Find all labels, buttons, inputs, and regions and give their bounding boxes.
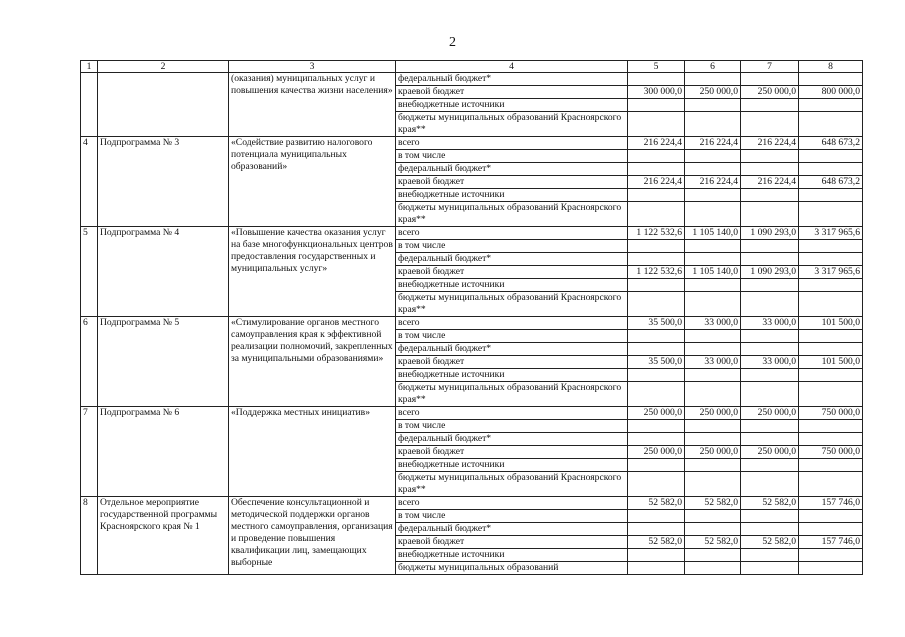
amount-cell bbox=[685, 343, 741, 356]
header-row bbox=[81, 61, 863, 73]
amount-cell bbox=[685, 472, 741, 497]
amount-cell bbox=[685, 562, 741, 575]
amount-cell bbox=[685, 202, 741, 227]
amount-cell bbox=[628, 382, 685, 407]
funding-source-label: краевой бюджет bbox=[396, 536, 628, 549]
column-header: 4 bbox=[396, 61, 628, 73]
funding-source-label: внебюджетные источники bbox=[396, 549, 628, 562]
amount-cell: 800 000,0 bbox=[799, 86, 863, 99]
funding-source-label: краевой бюджет bbox=[396, 86, 628, 99]
funding-source-label: федеральный бюджет* bbox=[396, 523, 628, 536]
funding-source-label: федеральный бюджет* bbox=[396, 163, 628, 176]
amount-cell: 250 000,0 bbox=[685, 446, 741, 459]
funding-source-label: бюджеты муниципальных образований bbox=[396, 562, 628, 575]
amount-cell bbox=[799, 523, 863, 536]
amount-cell bbox=[628, 433, 685, 446]
amount-cell bbox=[685, 369, 741, 382]
amount-cell bbox=[799, 292, 863, 317]
amount-cell: 33 000,0 bbox=[685, 317, 741, 330]
amount-cell bbox=[799, 112, 863, 137]
amount-cell bbox=[685, 510, 741, 523]
program-title: Обеспечение консультационной и методической поддержки органов местного самоуправления, организация и проведение повышения квалификации лиц, замещающих выборные bbox=[229, 497, 396, 575]
amount-cell bbox=[799, 549, 863, 562]
funding-source-label: в том числе bbox=[396, 330, 628, 343]
amount-cell bbox=[799, 150, 863, 163]
amount-cell bbox=[741, 369, 799, 382]
amount-cell bbox=[799, 99, 863, 112]
amount-cell bbox=[741, 99, 799, 112]
amount-cell: 300 000,0 bbox=[628, 86, 685, 99]
funding-source-label: внебюджетные источники bbox=[396, 99, 628, 112]
amount-cell: 250 000,0 bbox=[741, 446, 799, 459]
amount-cell: 1 105 140,0 bbox=[685, 227, 741, 240]
funding-source-label: внебюджетные источники bbox=[396, 189, 628, 202]
amount-cell bbox=[741, 240, 799, 253]
funding-source-label: в том числе bbox=[396, 420, 628, 433]
amount-cell bbox=[799, 189, 863, 202]
amount-cell bbox=[799, 343, 863, 356]
amount-cell bbox=[799, 420, 863, 433]
amount-cell bbox=[799, 240, 863, 253]
funding-source-label: всего bbox=[396, 137, 628, 150]
funding-source-label: в том числе bbox=[396, 150, 628, 163]
amount-cell: 35 500,0 bbox=[628, 356, 685, 369]
amount-cell: 3 317 965,6 bbox=[799, 266, 863, 279]
amount-cell: 250 000,0 bbox=[685, 86, 741, 99]
amount-cell bbox=[685, 253, 741, 266]
amount-cell bbox=[685, 73, 741, 86]
amount-cell: 52 582,0 bbox=[741, 497, 799, 510]
funding-source-label: краевой бюджет bbox=[396, 266, 628, 279]
amount-cell bbox=[628, 472, 685, 497]
amount-cell bbox=[741, 382, 799, 407]
amount-cell bbox=[741, 549, 799, 562]
amount-cell bbox=[741, 279, 799, 292]
funding-source-label: в том числе bbox=[396, 510, 628, 523]
amount-cell bbox=[741, 330, 799, 343]
amount-cell bbox=[741, 163, 799, 176]
amount-cell bbox=[799, 163, 863, 176]
amount-cell: 33 000,0 bbox=[741, 356, 799, 369]
amount-cell bbox=[628, 459, 685, 472]
funding-source-label: краевой бюджет bbox=[396, 176, 628, 189]
amount-cell bbox=[628, 240, 685, 253]
amount-cell: 216 224,4 bbox=[685, 176, 741, 189]
amount-cell bbox=[741, 420, 799, 433]
amount-cell bbox=[799, 369, 863, 382]
amount-cell bbox=[628, 510, 685, 523]
amount-cell bbox=[741, 253, 799, 266]
funding-source-label: федеральный бюджет* bbox=[396, 343, 628, 356]
amount-cell bbox=[685, 240, 741, 253]
row-number: 7 bbox=[81, 407, 98, 497]
amount-cell bbox=[685, 112, 741, 137]
amount-cell bbox=[685, 163, 741, 176]
amount-cell bbox=[741, 510, 799, 523]
amount-cell bbox=[741, 433, 799, 446]
amount-cell bbox=[628, 112, 685, 137]
funding-source-label: бюджеты муниципальных образований Красноярского края** bbox=[396, 472, 628, 497]
amount-cell: 157 746,0 bbox=[799, 497, 863, 510]
program-name: Подпрограмма № 6 bbox=[98, 407, 229, 497]
amount-cell bbox=[628, 99, 685, 112]
amount-cell bbox=[685, 459, 741, 472]
amount-cell bbox=[685, 549, 741, 562]
amount-cell bbox=[799, 382, 863, 407]
row-number bbox=[81, 73, 98, 137]
amount-cell bbox=[628, 562, 685, 575]
funding-source-label: бюджеты муниципальных образований Красноярского края** bbox=[396, 202, 628, 227]
program-name: Подпрограмма № 5 bbox=[98, 317, 229, 407]
amount-cell: 35 500,0 bbox=[628, 317, 685, 330]
amount-cell bbox=[628, 292, 685, 317]
funding-source-label: внебюджетные источники bbox=[396, 369, 628, 382]
amount-cell bbox=[799, 330, 863, 343]
amount-cell: 1 090 293,0 bbox=[741, 266, 799, 279]
budget-table bbox=[80, 60, 863, 575]
program-title: «Поддержка местных инициатив» bbox=[229, 407, 396, 497]
amount-cell bbox=[685, 150, 741, 163]
amount-cell: 648 673,2 bbox=[799, 137, 863, 150]
amount-cell bbox=[628, 343, 685, 356]
page-number: 2 bbox=[449, 35, 456, 50]
amount-cell bbox=[628, 523, 685, 536]
funding-source-label: федеральный бюджет* bbox=[396, 253, 628, 266]
amount-cell bbox=[685, 189, 741, 202]
amount-cell bbox=[628, 369, 685, 382]
program-name: Подпрограмма № 3 bbox=[98, 137, 229, 227]
amount-cell: 750 000,0 bbox=[799, 446, 863, 459]
amount-cell bbox=[685, 523, 741, 536]
program-title: «Стимулирование органов местного самоуправления края к эффективной реализации полномочий, закрепленных за муниципальными образованиями» bbox=[229, 317, 396, 407]
amount-cell bbox=[799, 472, 863, 497]
funding-source-label: всего bbox=[396, 407, 628, 420]
amount-cell: 648 673,2 bbox=[799, 176, 863, 189]
amount-cell: 216 224,4 bbox=[741, 137, 799, 150]
amount-cell bbox=[741, 562, 799, 575]
funding-source-label: всего bbox=[396, 227, 628, 240]
table-row bbox=[81, 73, 863, 86]
amount-cell: 216 224,4 bbox=[741, 176, 799, 189]
amount-cell bbox=[628, 253, 685, 266]
funding-source-label: всего bbox=[396, 317, 628, 330]
amount-cell bbox=[741, 73, 799, 86]
amount-cell bbox=[628, 279, 685, 292]
amount-cell bbox=[685, 99, 741, 112]
funding-source-label: краевой бюджет bbox=[396, 446, 628, 459]
amount-cell bbox=[685, 420, 741, 433]
row-number: 5 bbox=[81, 227, 98, 317]
row-number: 6 bbox=[81, 317, 98, 407]
amount-cell bbox=[741, 150, 799, 163]
amount-cell: 52 582,0 bbox=[685, 497, 741, 510]
table-row bbox=[81, 137, 863, 150]
amount-cell bbox=[799, 562, 863, 575]
amount-cell: 101 500,0 bbox=[799, 356, 863, 369]
program-name bbox=[98, 73, 229, 137]
funding-source-label: бюджеты муниципальных образований Красноярского края** bbox=[396, 292, 628, 317]
amount-cell: 52 582,0 bbox=[685, 536, 741, 549]
table-row bbox=[81, 407, 863, 420]
program-name: Отдельное мероприятие государственной программы Красноярского края № 1 bbox=[98, 497, 229, 575]
funding-source-label: федеральный бюджет* bbox=[396, 73, 628, 86]
table-row bbox=[81, 317, 863, 330]
amount-cell: 101 500,0 bbox=[799, 317, 863, 330]
amount-cell bbox=[799, 202, 863, 227]
amount-cell bbox=[799, 73, 863, 86]
amount-cell bbox=[628, 73, 685, 86]
amount-cell bbox=[685, 279, 741, 292]
column-header: 1 bbox=[81, 61, 98, 73]
program-title: «Повышение качества оказания услуг на базе многофункциональных центров предоставления государственных и муниципальных услуг» bbox=[229, 227, 396, 317]
amount-cell bbox=[741, 189, 799, 202]
program-title: (оказания) муниципальных услуг и повышения качества жизни населения» bbox=[229, 73, 396, 137]
amount-cell: 250 000,0 bbox=[628, 407, 685, 420]
amount-cell: 33 000,0 bbox=[685, 356, 741, 369]
amount-cell bbox=[685, 382, 741, 407]
amount-cell bbox=[799, 279, 863, 292]
amount-cell: 216 224,4 bbox=[628, 137, 685, 150]
amount-cell bbox=[741, 523, 799, 536]
amount-cell bbox=[685, 433, 741, 446]
amount-cell: 33 000,0 bbox=[741, 317, 799, 330]
funding-source-label: бюджеты муниципальных образований Красноярского края** bbox=[396, 382, 628, 407]
amount-cell bbox=[741, 343, 799, 356]
amount-cell: 250 000,0 bbox=[628, 446, 685, 459]
amount-cell bbox=[685, 292, 741, 317]
amount-cell bbox=[741, 202, 799, 227]
amount-cell: 1 090 293,0 bbox=[741, 227, 799, 240]
program-title: «Содействие развитию налогового потенциала муниципальных образований» bbox=[229, 137, 396, 227]
amount-cell: 52 582,0 bbox=[741, 536, 799, 549]
funding-source-label: федеральный бюджет* bbox=[396, 433, 628, 446]
amount-cell: 250 000,0 bbox=[741, 86, 799, 99]
amount-cell: 750 000,0 bbox=[799, 407, 863, 420]
row-number: 8 bbox=[81, 497, 98, 575]
amount-cell: 250 000,0 bbox=[685, 407, 741, 420]
funding-source-label: в том числе bbox=[396, 240, 628, 253]
funding-source-label: внебюджетные источники bbox=[396, 459, 628, 472]
row-number: 4 bbox=[81, 137, 98, 227]
amount-cell bbox=[685, 330, 741, 343]
amount-cell bbox=[799, 433, 863, 446]
amount-cell: 250 000,0 bbox=[741, 407, 799, 420]
amount-cell: 3 317 965,6 bbox=[799, 227, 863, 240]
amount-cell: 157 746,0 bbox=[799, 536, 863, 549]
column-header: 8 bbox=[799, 61, 863, 73]
column-header: 3 bbox=[229, 61, 396, 73]
amount-cell bbox=[628, 202, 685, 227]
amount-cell: 216 224,4 bbox=[628, 176, 685, 189]
amount-cell bbox=[741, 472, 799, 497]
amount-cell: 52 582,0 bbox=[628, 536, 685, 549]
funding-source-label: всего bbox=[396, 497, 628, 510]
amount-cell bbox=[628, 420, 685, 433]
amount-cell bbox=[741, 459, 799, 472]
amount-cell: 52 582,0 bbox=[628, 497, 685, 510]
amount-cell bbox=[628, 330, 685, 343]
amount-cell: 216 224,4 bbox=[685, 137, 741, 150]
column-header: 5 bbox=[628, 61, 685, 73]
amount-cell bbox=[799, 253, 863, 266]
amount-cell bbox=[628, 150, 685, 163]
amount-cell bbox=[628, 163, 685, 176]
program-name: Подпрограмма № 4 bbox=[98, 227, 229, 317]
column-header: 6 bbox=[685, 61, 741, 73]
column-header: 2 bbox=[98, 61, 229, 73]
amount-cell: 1 122 532,6 bbox=[628, 266, 685, 279]
amount-cell bbox=[741, 292, 799, 317]
amount-cell bbox=[741, 112, 799, 137]
funding-source-label: краевой бюджет bbox=[396, 356, 628, 369]
amount-cell bbox=[628, 549, 685, 562]
column-header: 7 bbox=[741, 61, 799, 73]
amount-cell: 1 105 140,0 bbox=[685, 266, 741, 279]
amount-cell bbox=[799, 459, 863, 472]
amount-cell bbox=[799, 510, 863, 523]
amount-cell: 1 122 532,6 bbox=[628, 227, 685, 240]
table-row bbox=[81, 227, 863, 240]
funding-source-label: бюджеты муниципальных образований Красноярского края** bbox=[396, 112, 628, 137]
amount-cell bbox=[628, 189, 685, 202]
table-row bbox=[81, 497, 863, 510]
funding-source-label: внебюджетные источники bbox=[396, 279, 628, 292]
